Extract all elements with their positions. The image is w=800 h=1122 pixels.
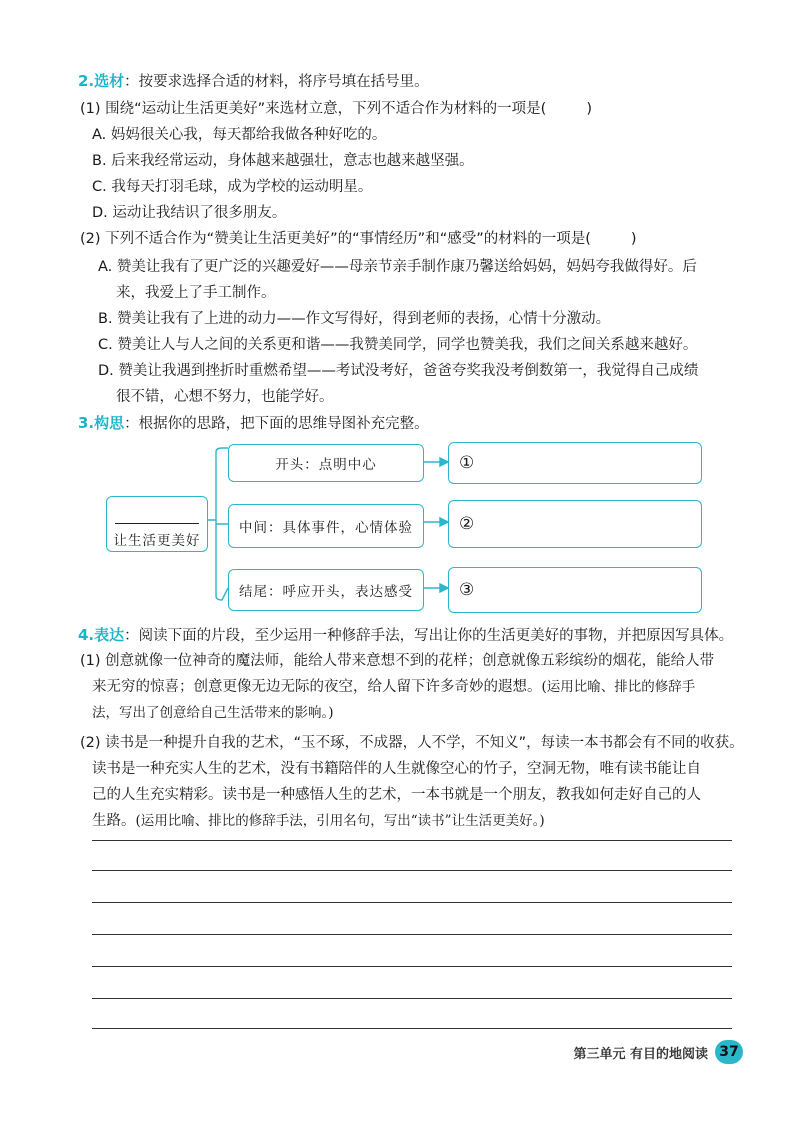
writing-line[interactable] [92,840,732,841]
q4-p2-line2: 读书是一种充实人生的艺术，没有书籍陪伴的人生就像空心的竹子，空洞无物，唯有读书能让自 [92,761,701,777]
q4-p2-line4-text: 生路。 [92,813,136,829]
branch-ending-box [228,569,424,611]
branch-middle-box [228,504,424,548]
page-number: 37 [715,1040,743,1064]
center-label: 让生活更美好 [113,533,201,549]
answer-box-3[interactable] [448,567,702,613]
writing-line[interactable] [92,998,732,999]
q2-tag: 选材 [94,72,125,90]
q2-p2-option-d-line1: D. 赞美让我遇到挫折时重燃希望——考试没考好，爸爸夸奖我没考倒数第一，我觉得自己成绩 [98,363,699,379]
q4-tag: 表达 [94,626,125,644]
writing-line[interactable] [92,902,732,903]
q3-number: 3. [78,414,95,432]
writing-line[interactable] [92,870,732,871]
q4-p1-line2 [92,676,695,698]
q2-part1-stem [80,98,592,120]
q3-heading [78,412,429,433]
q4-p1-line1: (1) 创意就像一位神奇的魔法师，能给人带来意想不到的花样；创意就像五彩缤纷的烟花，能给人带 [80,653,715,669]
branch-opening-box [228,444,424,482]
q2-p2-option-a-line1: A. 赞美让我有了更广泛的兴趣爱好——母亲节亲手制作康乃馨送给妈妈，妈妈夸我做得好。后 [98,259,697,275]
q4-p2-line4 [92,810,545,832]
q2-part2-stem-text: (2) 下列不适合作为“赞美让生活更美好”的“事情经历”和“感受”的材料的一项是( [80,231,591,247]
q2-p2-option-c: C. 赞美让人与人之间的关系更和谐——我赞美同学，同学也赞美我，我们之间关系越来越好。 [98,337,698,353]
q2-heading [78,70,429,91]
q4-p2-line1: (2) 读书是一种提升自我的艺术，“玉不琢，不成器，人不学，不知义”，每读一本书都会有不同的收获。 [80,735,744,751]
branch-middle-label: 中间：具体事件，心情体验 [239,520,413,536]
q4-p2-line3: 己的人生充实精彩。读书是一种感悟人生的艺术，一本书就是一个朋友，教我如何走好自己的人 [92,787,701,803]
q2-part2-close: ) [630,231,637,247]
center-answer-blank[interactable] [115,523,199,524]
q2-p2-option-a-line2: 来，我爱上了手工制作。 [116,285,276,301]
q2-part1-close: ) [586,101,592,117]
q2-part1-stem-text: (1) 围绕“运动让生活更美好”来选材立意，下列不适合作为材料的一项是( [80,101,547,117]
marker-1: ① [459,453,476,473]
q3-tag: 构思 [94,414,125,432]
writing-line[interactable] [92,966,732,967]
q2-part2-stem [80,228,637,250]
q2-p2-option-b: B. 赞美让我有了上进的动力——作文写得好，得到老师的表扬，心情十分激动。 [98,311,611,327]
branch-opening-label: 开头：点明中心 [275,457,377,473]
q4-p1-note2: 法，写出了创意给自己生活带来的影响。) [92,705,334,721]
q2-p1-option-b: B. 后来我经常运动，身体越来越强壮，意志也越来越坚强。 [92,153,474,169]
q2-instruction: ：按要求选择合适的材料，将序号填在括号里。 [124,74,429,90]
writing-line[interactable] [92,1028,732,1029]
marker-2: ② [459,514,476,534]
q4-heading [78,624,733,645]
mind-map-center-box [106,496,208,552]
footer-unit-title: 第三单元 有目的地阅读 [573,1047,708,1062]
q2-number: 2. [78,72,95,90]
q2-p2-option-d-line2: 很不错，心想不努力，也能学好。 [116,389,334,405]
answer-box-2[interactable] [448,500,702,548]
branch-ending-label: 结尾：呼应开头，表达感受 [239,584,413,600]
q4-instruction: ：阅读下面的片段，至少运用一种修辞手法，写出让你的生活更美好的事物，并把原因写具体。 [124,628,734,644]
writing-line[interactable] [92,934,732,935]
q4-p1-line2-text: 来无穷的惊喜；创意更像无边无际的夜空，给人留下许多奇妙的遐想。 [92,679,542,695]
q2-p1-option-c: C. 我每天打羽毛球，成为学校的运动明星。 [92,179,373,195]
q4-number: 4. [78,626,95,644]
q2-p1-option-d: D. 运动让我结识了很多朋友。 [92,205,287,221]
q2-p1-option-a: A. 妈妈很关心我，每天都给我做各种好吃的。 [92,127,387,143]
marker-3: ③ [459,580,476,600]
q4-p2-note: (运用比喻、排比的修辞手法，引用名句，写出“读书”让生活更美好。) [135,813,545,829]
answer-box-1[interactable] [448,442,702,484]
q3-instruction: ：根据你的思路，把下面的思维导图补充完整。 [124,416,429,432]
q4-p1-note1: (运用比喻、排比的修辞手 [541,679,696,695]
